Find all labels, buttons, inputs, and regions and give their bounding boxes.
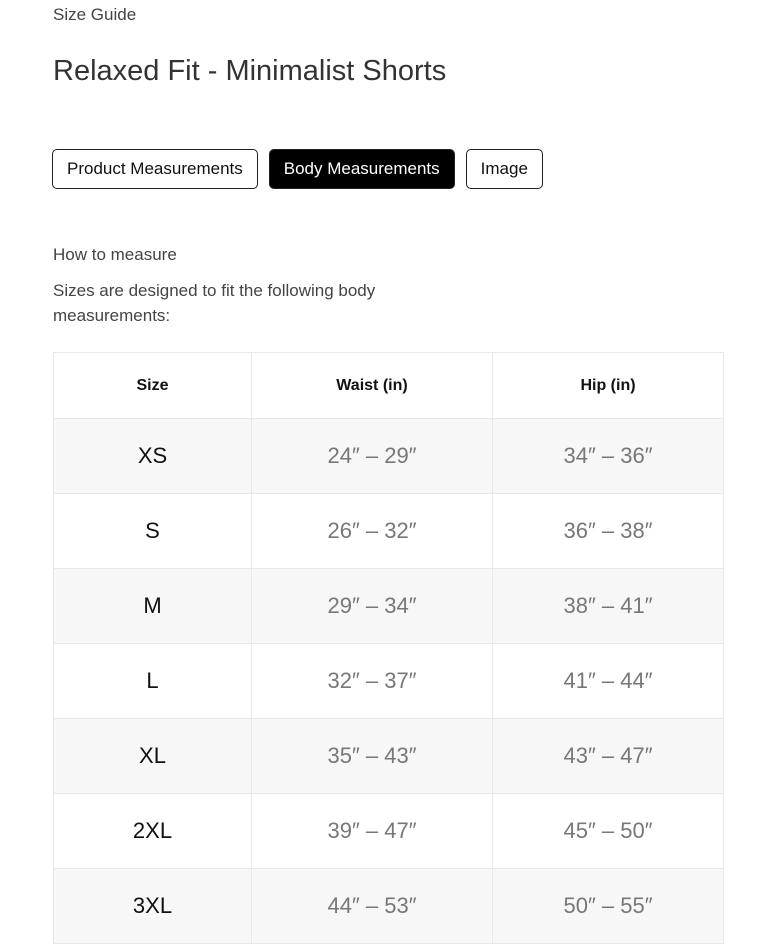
cell-size: 3XL [54, 869, 252, 944]
cell-waist: 26″ – 32″ [252, 494, 493, 569]
page-title: Relaxed Fit - Minimalist Shorts [53, 55, 447, 87]
tab-product-measurements[interactable]: Product Measurements [52, 149, 258, 189]
cell-hip: 43″ – 47″ [493, 719, 724, 794]
header-waist: Waist (in) [252, 353, 493, 419]
tab-image[interactable]: Image [466, 149, 543, 189]
table-row [54, 569, 724, 644]
cell-waist: 29″ – 34″ [252, 569, 493, 644]
cell-size: 2XL [54, 794, 252, 869]
cell-hip: 34″ – 36″ [493, 419, 724, 494]
cell-hip: 38″ – 41″ [493, 569, 724, 644]
table-row [54, 869, 724, 944]
cell-size: M [54, 569, 252, 644]
header-hip: Hip (in) [493, 353, 724, 419]
cell-hip: 41″ – 44″ [493, 644, 724, 719]
tab-bar [52, 149, 543, 189]
cell-size: XL [54, 719, 252, 794]
description: Sizes are designed to fit the following body measurements: [53, 281, 376, 325]
table-row [54, 719, 724, 794]
breadcrumb: Size Guide [53, 5, 137, 24]
table-header-row [54, 353, 724, 419]
cell-waist: 32″ – 37″ [252, 644, 493, 719]
table-row [54, 644, 724, 719]
table-row [54, 419, 724, 494]
cell-waist: 35″ – 43″ [252, 719, 493, 794]
cell-waist: 24″ – 29″ [252, 419, 493, 494]
tab-body-measurements[interactable]: Body Measurements [269, 149, 455, 189]
cell-size: S [54, 494, 252, 569]
size-table [53, 352, 724, 944]
cell-waist: 44″ – 53″ [252, 869, 493, 944]
how-to-measure-heading: How to measure [53, 245, 177, 264]
header-size: Size [54, 353, 252, 419]
cell-hip: 36″ – 38″ [493, 494, 724, 569]
cell-waist: 39″ – 47″ [252, 794, 493, 869]
cell-hip: 50″ – 55″ [493, 869, 724, 944]
table-row [54, 494, 724, 569]
cell-size: XS [54, 419, 252, 494]
cell-hip: 45″ – 50″ [493, 794, 724, 869]
table-row [54, 794, 724, 869]
cell-size: L [54, 644, 252, 719]
